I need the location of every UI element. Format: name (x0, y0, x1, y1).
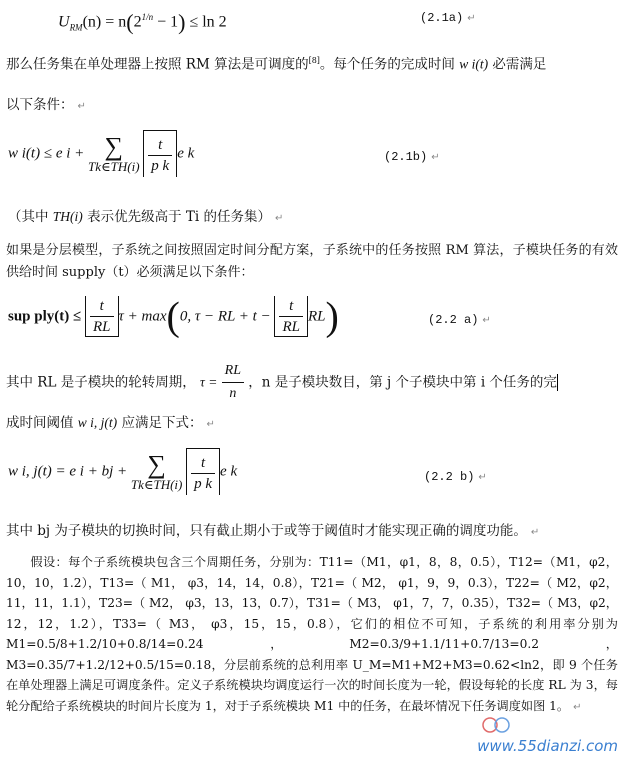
paragraph-conditions: 以下条件： ↵ (6, 97, 86, 113)
equation-2-1a: $U_{RM}(n) = n(2^{1/n} - 1) \le \ln 2$ (58, 9, 227, 35)
equation-number: (2.1b) ↵ (384, 150, 440, 164)
watermark: www.55dianzi.com (477, 737, 618, 755)
equation-2-2a: sup ply(t) ≤ $\frac{t}{RL}$ τ + max(0, τ − RL + t − $\frac{t}{RL}$ RL) (8, 293, 339, 339)
paragraph-switch-time: 其中 bj 为子模块的切换时间，只有截止期小于或等于阈值时才能实现正确的调度功能。 ↵ (6, 523, 540, 539)
paragraph-hierarchical-model: 如果是分层模型，子系统之间按照固定时间分配方案，子系统中的任务按照 RM 算法，子模块任务的有效供给时间 supply（t）必须满足以下条件： (6, 243, 618, 280)
paragraph-assumption-example: 假设：每个子系统模块包含三个周期任务，分别为：T11=（M1，φ1，8，8，0.5），T12=（M1，φ2，10，10，1.2），T13=（ M1， φ3，14，14，0.8），T21=（ M2， φ1，9，9，0.3），T22=（ M2，φ2，11，11，1.1），T23=（ M2， φ3，13，13，0.7），T31=（ M3， φ1，7，7，0.35），T32=（ M3，φ2，12，12，1.2），T33=（ M3， φ3，15，15，0.8），它们的相位不可知，子系统的利用率分别为 M1=0.5/8+1.2/10+0.8/14=0.24，M2=0.3/9+1.1/11+0.7/13=0.2，M3=0.35/7+1.2/12+0.5/15=0.18，分层前系统的总利用率 U_M=M1+M2+M3=0.62<ln2，即 9 个任务在单处理器上满足可调度条件。定义子系统模块均调度运行一次的时间长度为一轮，假设每轮的长度 RL 为 3，每轮分配给子系统模块的时间片长度为 1，对于子系统模块 M1 中的任务，在最坏情况下任务调度如图 1。 ↵ (6, 555, 618, 713)
text-cursor (557, 374, 559, 391)
site-logo (480, 712, 600, 738)
equation-2-2b: w i, j(t) = e i + bj + ∑ Tk∈TH(i) $\frac{t}{\text{p k}}$ e k (8, 448, 237, 495)
paragraph-completion-threshold: 成时间阈值 w i, j(t) 应满足下式： ↵ (6, 415, 215, 431)
equation-number: (2.1a) ↵ (420, 11, 476, 25)
equation-number: (2.2 b) ↵ (424, 470, 487, 484)
paragraph-round-robin-period: 其中 RL 是子模块的轮转周期， τ = $\frac{RL}{n}$ ，n 是子模块数目，第 j 个子模块中第 i 个任务的完 (6, 360, 558, 405)
paragraph-schedulability: 那么任务集在单处理器上按照 RM 算法是可调度的[8]。每个任务的完成时间 w i(t) 必需满足 (6, 56, 547, 73)
paragraph-higher-priority-note: （其中 TH(i) 表示优先级高于 Ti 的任务集） ↵ (8, 209, 284, 225)
equation-number: (2.2 a) ↵ (428, 313, 491, 327)
equation-2-1b: w i(t) ≤ e i + ∑ Tk∈TH(i) $\frac{t}{\text{p k}}$ e k (8, 130, 194, 177)
